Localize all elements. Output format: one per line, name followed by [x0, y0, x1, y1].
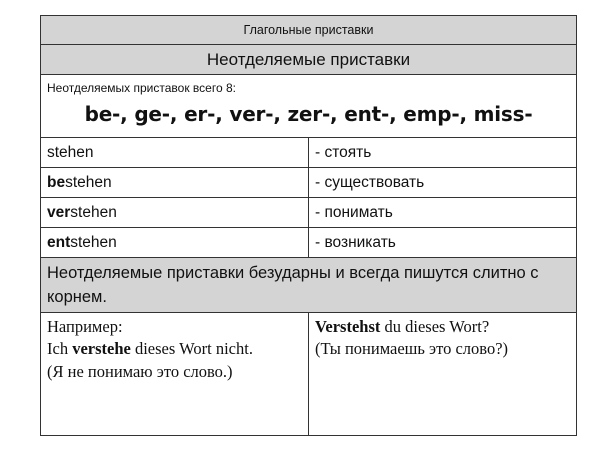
example-right-cell — [309, 313, 576, 435]
verb-stem: stehen — [70, 233, 117, 251]
translation-cell: - существовать — [315, 173, 425, 191]
example-verb: Verstehst — [315, 317, 381, 336]
table-subtitle-row — [41, 45, 576, 75]
example-translation: (Ты понимаешь это слово?) — [315, 339, 509, 359]
verb-prefix: ver — [47, 203, 71, 221]
example-question — [315, 316, 570, 338]
verb-stem: stehen — [65, 173, 112, 191]
verb-row — [41, 168, 576, 198]
example-verb: verstehe — [72, 339, 131, 359]
translation-cell: - понимать — [315, 203, 393, 221]
verb-cell — [41, 168, 309, 197]
example-sentence — [47, 338, 302, 360]
example-text: du dieses Wort? — [380, 317, 490, 336]
verb-stem: stehen — [70, 203, 117, 221]
translation-cell: - возникать — [315, 233, 396, 251]
table-subtitle: Неотделяемые приставки — [206, 49, 411, 69]
example-row — [41, 313, 576, 435]
verb-stem: stehen — [47, 143, 94, 161]
translation-cell: - стоять — [315, 143, 372, 161]
prefix-count-row — [41, 75, 576, 138]
prefix-count-label: Неотделяемых приставок всего 8: — [47, 81, 236, 95]
verb-prefix: be — [47, 173, 66, 191]
example-left-cell — [41, 313, 309, 435]
example-translation: (Я не понимаю это слово.) — [47, 361, 233, 381]
prefix-table — [40, 15, 577, 436]
verb-row — [41, 138, 576, 168]
example-heading: Например: — [47, 317, 123, 336]
table-title-row — [41, 16, 576, 45]
table-title: Глагольные приставки — [243, 23, 374, 37]
example-text: dieses Wort nicht. — [130, 339, 253, 359]
verb-row — [41, 228, 576, 258]
verb-cell — [41, 138, 309, 167]
rule-note: Неотделяемые приставки безударны и всегда пишутся слитно с корнем. — [41, 258, 576, 313]
example-text: Ich — [47, 339, 73, 359]
verb-cell — [41, 198, 309, 227]
verb-prefix: ent — [47, 233, 71, 251]
verb-cell — [41, 228, 309, 257]
prefix-list: be-, ge-, er-, ver-, zer-, ent-, emp-, miss- — [84, 102, 533, 126]
verb-row — [41, 198, 576, 228]
